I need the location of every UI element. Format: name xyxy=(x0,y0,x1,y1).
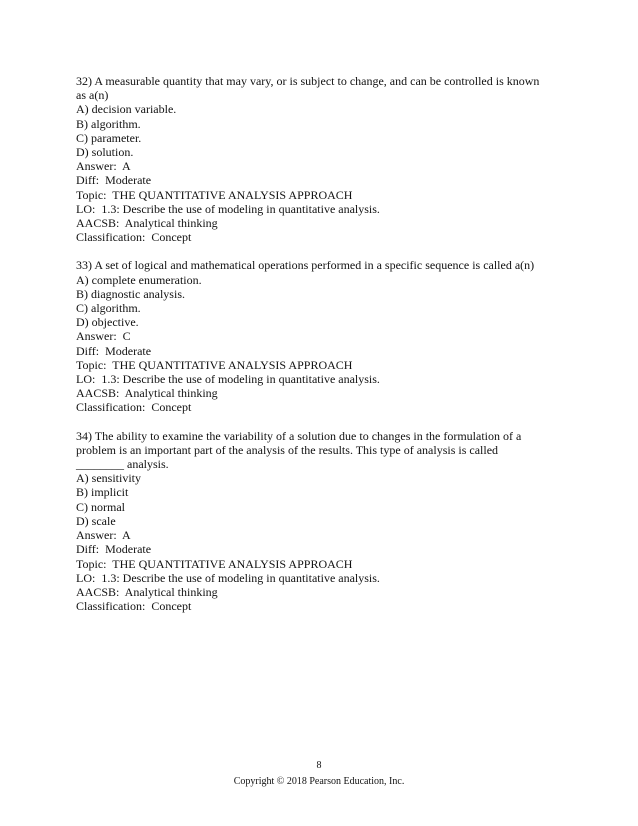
answer-option: B) implicit xyxy=(76,485,129,500)
answer-option: B) algorithm. xyxy=(76,116,141,131)
difficulty: Diff: Moderate xyxy=(76,173,152,188)
topic: Topic: THE QUANTITATIVE ANALYSIS APPROACH xyxy=(76,357,353,372)
classification: Classification: Concept xyxy=(76,230,192,245)
question-block-34 xyxy=(76,429,576,614)
classification: Classification: Concept xyxy=(76,599,192,614)
question-stem-line: 33) A set of logical and mathematical operations performed in a specific sequence is called a(n) xyxy=(76,258,535,273)
topic: Topic: THE QUANTITATIVE ANALYSIS APPROACH xyxy=(76,187,353,202)
aacsb: AACSB: Analytical thinking xyxy=(76,386,218,401)
learning-objective: LO: 1.3: Describe the use of modeling in quantitative analysis. xyxy=(76,372,380,387)
topic: Topic: THE QUANTITATIVE ANALYSIS APPROACH xyxy=(76,556,353,571)
question-stem-line: as a(n) xyxy=(76,88,109,103)
answer-option: D) objective. xyxy=(76,315,139,330)
page-number: 8 xyxy=(316,760,322,771)
answer-option: C) parameter. xyxy=(76,130,142,145)
answer-option: A) decision variable. xyxy=(76,102,177,117)
difficulty: Diff: Moderate xyxy=(76,542,152,557)
copyright-notice: Copyright © 2018 Pearson Education, Inc. xyxy=(233,776,405,787)
aacsb: AACSB: Analytical thinking xyxy=(76,584,218,599)
answer-option: D) scale xyxy=(76,513,116,528)
answer-key: Answer: C xyxy=(76,329,131,344)
answer-option: C) algorithm. xyxy=(76,301,141,316)
aacsb: AACSB: Analytical thinking xyxy=(76,216,218,231)
question-stem-line: 32) A measurable quantity that may vary, or is subject to change, and can be controlled is known xyxy=(76,74,540,88)
answer-key: Answer: A xyxy=(76,159,131,174)
answer-key: Answer: A xyxy=(76,528,131,543)
answer-option: B) diagnostic analysis. xyxy=(76,286,185,301)
learning-objective: LO: 1.3: Describe the use of modeling in quantitative analysis. xyxy=(76,201,380,216)
answer-option: C) normal xyxy=(76,499,125,514)
learning-objective: LO: 1.3: Describe the use of modeling in quantitative analysis. xyxy=(76,570,380,585)
question-block-32 xyxy=(76,74,576,244)
question-stem-line: 34) The ability to examine the variability of a solution due to changes in the formulation of a xyxy=(76,428,522,443)
question-list xyxy=(76,74,576,627)
classification: Classification: Concept xyxy=(76,400,192,415)
answer-option: A) complete enumeration. xyxy=(76,272,202,287)
answer-option: A) sensitivity xyxy=(76,471,141,486)
question-stem-line: ________ analysis. xyxy=(76,457,169,472)
difficulty: Diff: Moderate xyxy=(76,343,152,358)
answer-option: D) solution. xyxy=(76,145,134,160)
question-block-33 xyxy=(76,258,576,414)
question-stem-line: problem is an important part of the analysis of the results. This type of analysis is called xyxy=(76,442,499,457)
